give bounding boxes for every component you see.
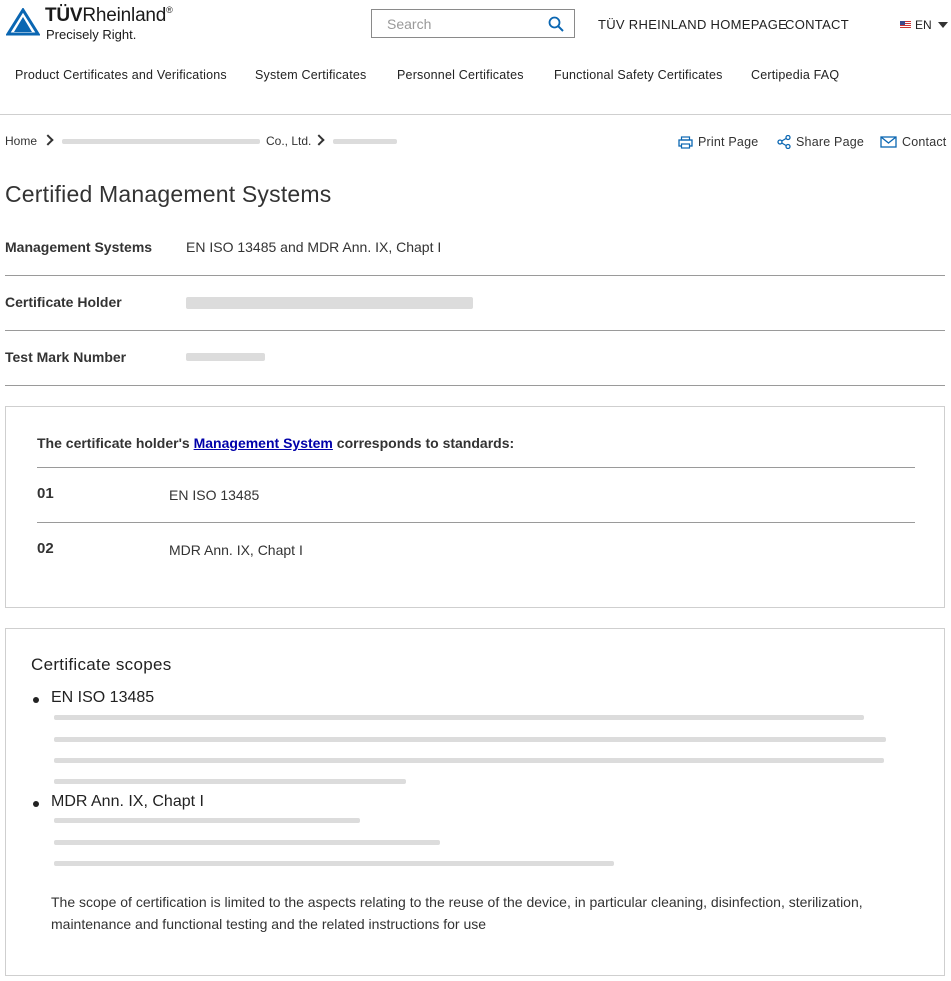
nav-product-certificates[interactable]: Product Certificates and Verifications — [15, 68, 227, 82]
redacted-scope-text — [54, 758, 884, 763]
logo-slogan: Precisely Right. — [46, 27, 137, 42]
contact-label: Contact — [902, 135, 947, 149]
scope-standard-name: EN ISO 13485 — [51, 689, 155, 706]
scope-standard-name: MDR Ann. IX, Chapt I — [51, 793, 204, 810]
chevron-down-icon — [938, 22, 948, 28]
nav-personnel-certificates[interactable]: Personnel Certificates — [397, 68, 524, 82]
nav-functional-safety[interactable]: Functional Safety Certificates — [554, 68, 723, 82]
standards-intro: The certificate holder's Management System corresponds to standards: — [37, 435, 515, 451]
breadcrumb-company[interactable]: Co., Ltd. — [266, 134, 312, 148]
logo-brand: TÜVRheinland® — [45, 5, 173, 26]
chevron-right-icon — [313, 134, 324, 145]
certificate-holder-label: Certificate Holder — [5, 294, 122, 310]
redacted-certificate-id — [333, 139, 397, 144]
test-mark-number-label: Test Mark Number — [5, 349, 127, 365]
printer-icon — [678, 136, 693, 149]
language-label: EN — [915, 18, 932, 32]
tuv-logo[interactable] — [6, 6, 173, 41]
nav-certipedia-faq[interactable]: Certipedia FAQ — [751, 68, 840, 82]
share-page-label: Share Page — [796, 135, 865, 149]
redacted-scope-text — [54, 737, 886, 742]
redacted-test-mark-number — [186, 353, 265, 361]
standard-number: 01 — [37, 485, 54, 502]
standard-name: MDR Ann. IX, Chapt I — [169, 542, 303, 558]
breadcrumb-home[interactable]: Home — [5, 134, 38, 148]
logo-triangle-icon — [6, 8, 40, 36]
management-system-link[interactable]: Management System — [193, 435, 333, 451]
row-divider — [5, 275, 945, 276]
scope-limitation-note: The scope of certification is limited to the aspects relating to the reuse of the device, in particular cleaning, disinfection, sterilization, maintenance and functional testing and the related instructions for use — [51, 894, 863, 932]
redacted-company-name — [62, 139, 260, 144]
management-systems-label: Management Systems — [5, 239, 153, 255]
contact-link[interactable]: CONTACT — [785, 17, 849, 32]
mail-icon — [880, 136, 897, 148]
standards-panel — [5, 406, 945, 608]
redacted-scope-text — [54, 818, 360, 823]
bullet-icon — [33, 697, 39, 703]
us-flag-icon — [900, 21, 911, 29]
standard-name: EN ISO 13485 — [169, 487, 260, 503]
header-divider — [0, 114, 951, 115]
homepage-link[interactable]: TÜV RHEINLAND HOMEPAGE — [598, 17, 788, 32]
print-page-label: Print Page — [698, 135, 759, 149]
redacted-certificate-holder — [186, 297, 473, 309]
print-page-button[interactable] — [678, 135, 758, 149]
standards-divider — [37, 467, 915, 468]
redacted-scope-text — [54, 715, 864, 720]
share-page-button[interactable] — [777, 135, 864, 149]
search-input[interactable] — [372, 10, 542, 37]
standards-divider — [37, 522, 915, 523]
management-systems-value: EN ISO 13485 and MDR Ann. IX, Chapt I — [186, 239, 442, 255]
certificate-scopes-panel — [5, 628, 945, 976]
chevron-right-icon — [42, 134, 53, 145]
redacted-scope-text — [54, 861, 614, 866]
standard-number: 02 — [37, 540, 54, 557]
redacted-scope-text — [54, 779, 406, 784]
contact-button[interactable] — [880, 135, 946, 149]
bullet-icon — [33, 801, 39, 807]
page-title: Certified Management Systems — [5, 181, 332, 207]
search-box — [371, 9, 575, 38]
row-divider — [5, 385, 945, 386]
row-divider — [5, 330, 945, 331]
nav-system-certificates[interactable]: System Certificates — [255, 68, 367, 82]
redacted-scope-text — [54, 840, 440, 845]
share-icon — [777, 135, 791, 149]
search-icon[interactable] — [548, 16, 564, 32]
language-selector[interactable] — [900, 18, 948, 32]
scopes-title: Certificate scopes — [31, 655, 172, 674]
